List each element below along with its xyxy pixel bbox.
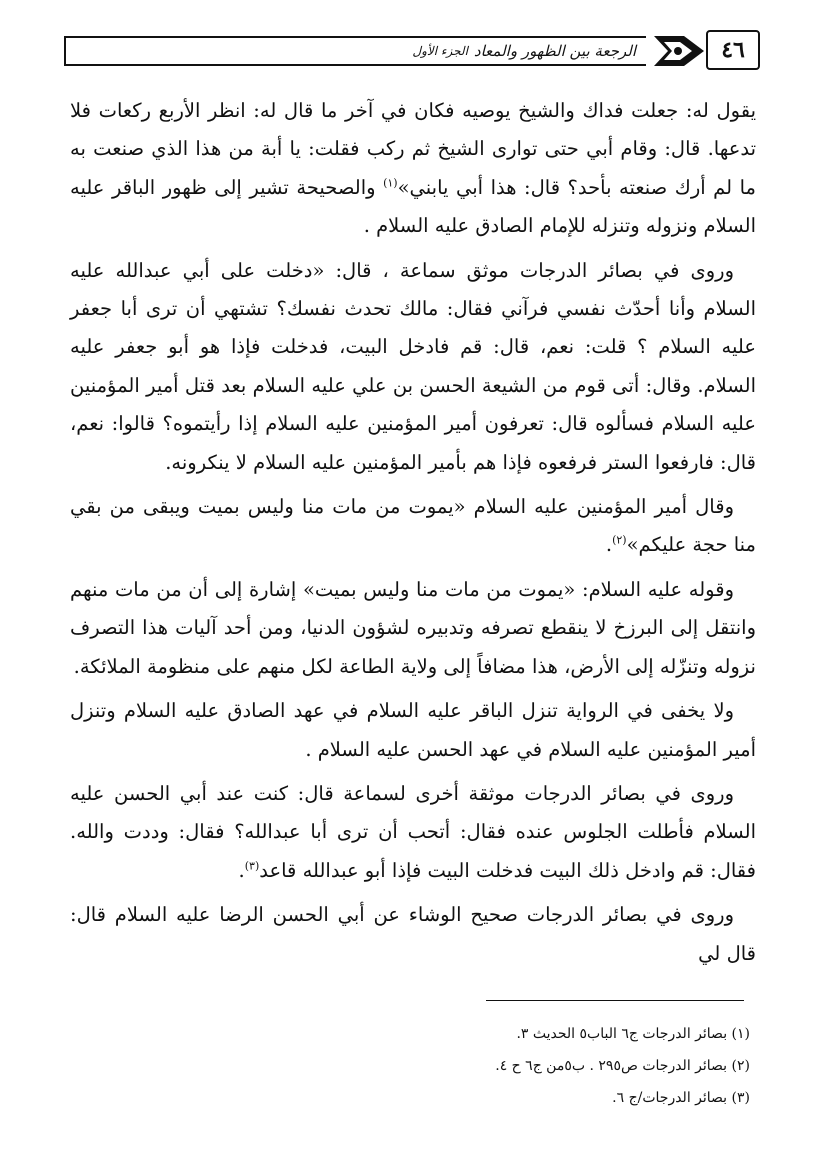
footnote-2: (٢) بصائر الدرجات ص٢٩٥ . ب٥من ج٦ ح ٤. — [495, 1058, 750, 1074]
page-number: ٤٦ — [706, 30, 760, 70]
page-header — [64, 30, 760, 72]
book-title: الرجعة بين الظهور والمعاد — [473, 42, 636, 60]
footnotes — [110, 1018, 750, 1114]
footnote-1: (١) بصائر الدرجات ج٦ الباب٥ الحديث ٣. — [516, 1026, 750, 1042]
ornament-icon — [648, 32, 704, 70]
paragraph-3: وقال أمير المؤمنين عليه السلام «يموت من مات منا وليس بميت ويبقى من بقي منا حجة عليكم»$^{(٢)}$. — [70, 495, 756, 557]
footnote-3: (٣) بصائر الدرجات/ج ٦. — [612, 1090, 750, 1106]
footnote-marker-3: (٣) — [244, 859, 260, 873]
main-text — [70, 92, 756, 979]
footnote-marker-1: (١) — [383, 176, 398, 190]
paragraph-6: وروى في بصائر الدرجات موثقة أخرى لسماعة قال: كنت عند أبي الحسن عليه السلام فأطلت الجلوس عنده فقال: أتحب أن ترى أبا عبدالله؟ فقال: وددت والله. فقال: قم وادخل ذلك البيت فدخلت البيت فإذا أبو عبدالله قاعد$^{(٣)}$. — [70, 781, 756, 882]
paragraph-5: ولا يخفى في الرواية تنزل الباقر عليه السلام في عهد الصادق عليه السلام وتنزل أمير المؤمنين عليه السلام في عهد الحسن عليه السلام . — [70, 699, 756, 761]
footnote-divider — [486, 1000, 744, 1001]
footnote-marker-2: (٢) — [612, 533, 627, 547]
running-title — [64, 36, 646, 66]
volume-label: الجزء الأول — [412, 44, 468, 58]
paragraph-2: وروى في بصائر الدرجات موثق سماعة ، قال: «دخلت على أبي عبدالله عليه السلام وأنا أحدّث نفسي فرآني فقال: مالك تحدث نفسك؟ تشتهي أن ترى أبا جعفر عليه السلام ؟ قلت: نعم، قال: قم فادخل البيت، فدخلت فإذا هو أبو جعفر عليه السلام. وقال: أتى قوم من الشيعة الحسن بن علي عليه السلام بعد قتل أمير المؤمنين عليه السلام فسألوه قال: تعرفون أمير المؤمنين عليه السلام إذا رأيتموه؟ قالوا: نعم، قال: فارفعوا الستر فرفعوه فإذا هم بأمير المؤمنين عليه السلام لا ينكرونه. — [70, 258, 756, 474]
paragraph-4: وقوله عليه السلام: «يموت من مات منا وليس بميت» إشارة إلى أن من مات منهم وانتقل إلى البرزخ لا ينقطع تصرفه وتدبيره لشؤون الدنيا، ومن أحد آليات هذا التصرف نزوله وتنزّله إلى الأرض، هذا مضافاً إلى ولاية الطاعة لكل منهم على منظومة الملائكة. — [70, 577, 756, 678]
paragraph-7: وروى في بصائر الدرجات صحيح الوشاء عن أبي الحسن الرضا عليه السلام قال: قال لي — [70, 903, 756, 965]
paragraph-1: يقول له: جعلت فداك والشيخ يوصيه فكان في آخر ما قال له: انظر الأربع ركعات فلا تدعها. قال: وقام أبي حتى توارى الشيخ ثم ركب فقلت: يا أبة من هذا الذي صنعت به ما لم أرك صنعته بأحد؟ قال: هذا أبي يابني»$^{(١)}$ والصحيحة تشير إلى ظهور الباقر عليه السلام ونزوله وتنزله للإمام الصادق عليه السلام . — [70, 99, 756, 238]
